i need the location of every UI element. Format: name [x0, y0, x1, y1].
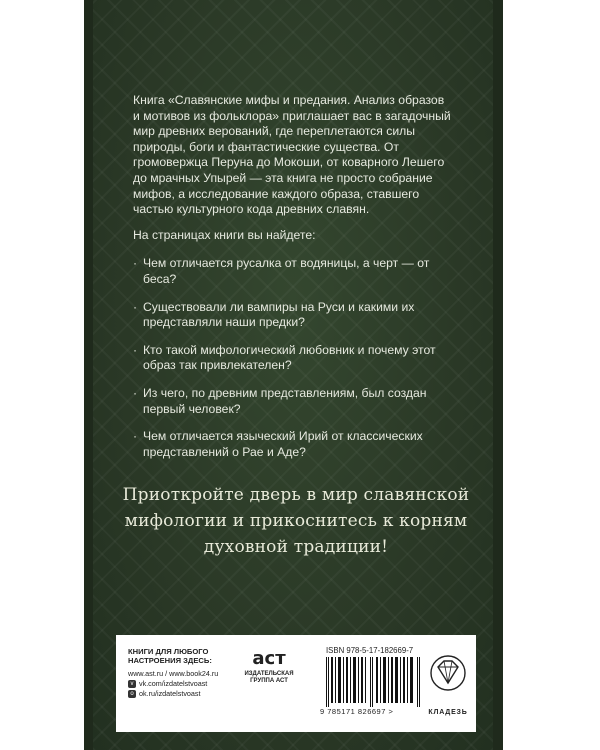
bullet-dot: · [133, 429, 138, 444]
intro-paragraph: Книга «Славянские мифы и предания. Анализ образов и мотивов из фольклора» приглашает вас в загадочный мир древних верований, где переплетаются силы природы, боги и фантастические существа. От громовержца Перуна до Мокоши, от коварного Лешего до мрачных Упырей — эта книга не просто собрание мифов, а исследование каждого образа, ставшего частью культурного кода древних славян. [133, 93, 451, 217]
ok-icon: o [128, 690, 136, 698]
bullet-dot: · [133, 299, 138, 314]
vk-icon: v [128, 680, 136, 688]
bullets-heading: На страницах книги вы найдете: [133, 227, 316, 242]
bullet-dot: · [133, 256, 138, 271]
bullet-dot: · [133, 385, 138, 400]
bullet-item: · Из чего, по древним представлениям, был создан первый человек? [133, 385, 427, 416]
publisher-logo [243, 647, 295, 685]
barcode-icon [324, 657, 424, 707]
bullet-item: · Кто такой мифологический любовник и почему этот образ так привлекателен? [133, 342, 436, 373]
ok-link[interactable]: o ok.ru/izdatelstvoast [128, 689, 238, 699]
annotation-text [133, 93, 453, 472]
info-panel [116, 635, 476, 732]
publisher-caption: ИЗДАТЕЛЬСКАЯ ГРУППА АСТ [244, 671, 294, 684]
imprint-name: КЛАДЕЗЬ [428, 709, 468, 716]
website-link[interactable]: www.ast.ru / www.book24.ru [128, 669, 219, 678]
bullet-item: · Чем отличается русалка от водяницы, а черт — от беса? [133, 256, 430, 286]
barcode-number: 9 785171 826697 > [320, 707, 394, 716]
promo-block [128, 647, 238, 699]
bullet-item: · Существовали ли вампиры на Руси и какими их представляли наши предки? [133, 299, 415, 330]
call-to-action: Приоткройте дверь в мир славянской мифологии и прикоснитесь к корням духовной традиции! [122, 485, 470, 557]
diamond-icon [430, 649, 466, 709]
promo-title: КНИГИ ДЛЯ ЛЮБОГО НАСТРОЕНИЯ ЗДЕСЬ: [128, 647, 212, 665]
vk-link[interactable]: v vk.com/izdatelstvoast [128, 679, 238, 689]
isbn-label: ISBN 978-5-17-182669-7 [326, 646, 414, 655]
ast-logo-mark: аст [252, 648, 286, 669]
bullet-dot: · [133, 342, 138, 357]
bullet-item: · Чем отличается языческий Ирий от классических представлений о Рае и Аде? [133, 429, 423, 459]
